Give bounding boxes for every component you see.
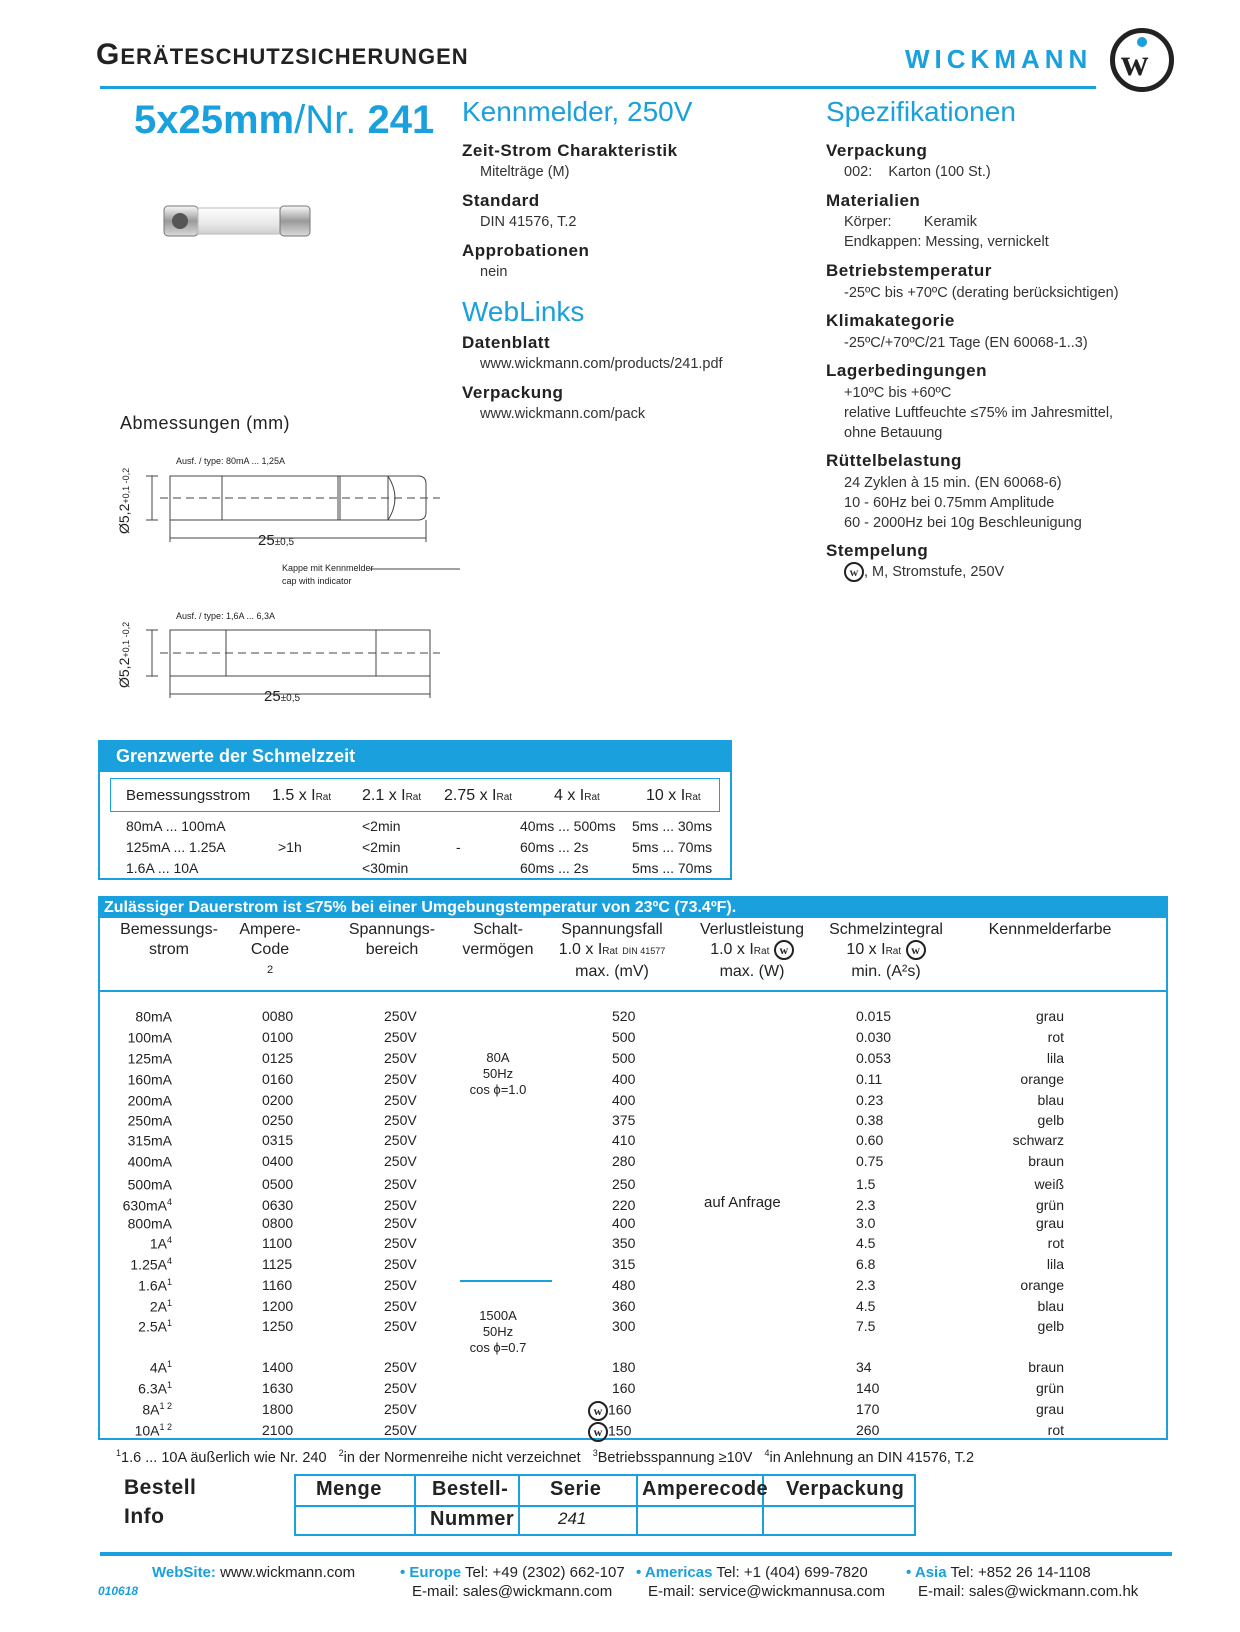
info-label: Info (124, 1505, 165, 1528)
row-mv: 520 (612, 1008, 636, 1024)
cap-label-de: Kappe mit Kennmelder (282, 563, 374, 573)
bestell-h-serie: Serie (550, 1478, 602, 1500)
row-mv: 160 (612, 1380, 636, 1396)
wickmann-logo-icon: w (844, 562, 864, 582)
row-code: 2100 (262, 1422, 294, 1438)
row-mv: 400 (612, 1071, 636, 1087)
row-mv: 300 (612, 1318, 636, 1334)
row-farbe: rot (1047, 1422, 1064, 1438)
row-volt: 250V (384, 1380, 417, 1396)
row-mv: 315 (612, 1256, 636, 1272)
middle-heading: Kennmelder, 250V (462, 96, 693, 127)
col-header-fall: Spannungsfall 1.0 x IRat DIN 41577 max. (mV) (558, 921, 666, 980)
dim-length-label: 25±0,5 (264, 688, 301, 705)
charakteristik-value: Mitelträge (M) (480, 164, 570, 180)
row-mv: 220 (612, 1197, 636, 1213)
row-i2t: 170 (856, 1401, 880, 1417)
row-code: 1200 (262, 1298, 294, 1314)
row-volt: 250V (384, 1197, 417, 1213)
row-strom: 125mA (127, 1050, 172, 1067)
grenz-header: 2.75 x IRat (444, 787, 513, 804)
row-i2t: 0.053 (856, 1050, 892, 1066)
spec-ruettel-line: 60 - 2000Hz bei 10g Beschleunigung (844, 515, 1082, 531)
wickmann-logo-icon: w (588, 1401, 608, 1421)
grenz-header: 1.5 x IRat (272, 787, 332, 804)
row-mv: 480 (612, 1277, 636, 1293)
row-farbe: rot (1047, 1029, 1064, 1045)
row-mv: 400 (612, 1215, 636, 1231)
grenz-header: 10 x IRat (646, 787, 701, 804)
row-farbe: gelb (1037, 1318, 1064, 1334)
row-farbe: orange (1020, 1071, 1064, 1087)
row-code: 0315 (262, 1132, 294, 1148)
row-mv: 410 (612, 1132, 636, 1148)
row-farbe: grau (1035, 1215, 1064, 1231)
row-volt: 250V (384, 1112, 417, 1128)
row-mv: 500 (612, 1029, 636, 1045)
row-i2t: 0.75 (856, 1153, 884, 1169)
grenz-cell: 1.6A ... 10A (126, 860, 199, 876)
weblinks-heading: WebLinks (462, 296, 585, 327)
grenz-cell: 5ms ... 70ms (632, 860, 713, 876)
bestell-table (294, 1474, 916, 1536)
spec-ruettel-line: 10 - 60Hz bei 0.75mm Amplitude (844, 495, 1055, 511)
row-code: 0500 (262, 1176, 294, 1192)
row-strom: 800mA (127, 1215, 172, 1232)
row-i2t: 2.3 (856, 1197, 876, 1213)
row-strom: $2A^1$ (149, 1298, 172, 1315)
row-strom: 160mA (127, 1071, 172, 1088)
row-strom: $1.6A^1$ (138, 1277, 172, 1294)
row-i2t: 4.5 (856, 1235, 876, 1251)
spec-lager-label: Lagerbedingungen (826, 361, 987, 380)
row-volt: 250V (384, 1153, 417, 1169)
row-strom: $10A^{1 2}$ (134, 1422, 172, 1439)
dimension-drawing (110, 460, 460, 720)
row-code: 0100 (262, 1029, 294, 1045)
bestell-h-nummer2: Nummer (430, 1508, 515, 1530)
main-table-divider (100, 990, 1166, 992)
row-code: 0125 (262, 1050, 294, 1066)
cap-label-en: cap with indicator (282, 576, 352, 586)
approbation-value: nein (480, 264, 508, 280)
col-header-verl: Verlustleistung 1.0 x IRat w max. (W) (699, 921, 805, 981)
row-i2t: 34 (856, 1359, 872, 1375)
spec-klima-value: -25ºC/+70ºC/21 Tage (EN 60068-1..3) (844, 335, 1088, 351)
row-farbe: blau (1037, 1092, 1064, 1108)
row-code: 0200 (262, 1092, 294, 1108)
row-volt: 250V (384, 1092, 417, 1108)
row-strom: 400mA (127, 1153, 172, 1170)
fuse-photo-icon (160, 196, 320, 246)
row-strom: 315mA (127, 1132, 172, 1149)
bestell-serie-value: 241 (558, 1509, 587, 1528)
row-strom: 100mA (127, 1029, 172, 1046)
grenz-cell: 80mA ... 100mA (126, 818, 226, 834)
col-header-schalt: Schalt- vermögen (462, 921, 534, 958)
row-farbe: gelb (1037, 1112, 1064, 1128)
row-strom: $630mA^4$ (122, 1197, 172, 1214)
grenz-cell: 5ms ... 70ms (632, 839, 713, 855)
main-table (98, 896, 1168, 1440)
row-i2t: 0.11 (856, 1071, 883, 1087)
bestell-label: Bestell (124, 1476, 197, 1499)
row-i2t: 140 (856, 1380, 880, 1396)
row-i2t: 260 (856, 1422, 880, 1438)
header-divider (100, 86, 1096, 89)
row-mv: 180 (612, 1359, 636, 1375)
row-i2t: 3.0 (856, 1215, 876, 1231)
footer-asia: • Asia Tel: +852 26 14-1108 (906, 1564, 1091, 1581)
row-strom: $2.5A^1$ (138, 1318, 172, 1335)
spec-stempel-label: Stempelung (826, 541, 929, 560)
verpackung-link[interactable]: www.wickmann.com/pack (480, 406, 646, 422)
specs-heading: Spezifikationen (826, 96, 1016, 127)
row-farbe: orange (1020, 1277, 1064, 1293)
row-volt: 250V (384, 1401, 417, 1417)
bestell-h-nummer: Bestell- (432, 1478, 509, 1500)
row-farbe: schwarz (1012, 1132, 1064, 1148)
bestell-h-verp: Verpackung (786, 1478, 905, 1500)
row-volt: 250V (384, 1071, 417, 1087)
spec-verpackung-value: 002: Karton (100 St.) (844, 164, 991, 180)
row-i2t: 1.5 (856, 1176, 876, 1192)
row-mv: 400 (612, 1092, 636, 1108)
verlust-value: auf Anfrage (704, 1194, 781, 1211)
spec-klima-label: Klimakategorie (826, 311, 955, 330)
row-strom: $1.25A^4$ (130, 1256, 172, 1273)
row-code: 1800 (262, 1401, 294, 1417)
bestell-h-menge: Menge (316, 1478, 382, 1500)
spec-stempel-value: w , M, Stromstufe, 250V (844, 562, 1004, 582)
row-farbe: lila (1046, 1256, 1064, 1272)
footer-asia-mail[interactable]: E-mail: sales@wickmann.com.hk (918, 1583, 1139, 1600)
row-i2t: 0.38 (856, 1112, 884, 1128)
row-volt: 250V (384, 1318, 417, 1334)
row-strom: $8A^{1 2}$ (142, 1401, 172, 1418)
row-farbe: blau (1037, 1298, 1064, 1314)
row-volt: 250V (384, 1029, 417, 1045)
row-strom: $6.3A^1$ (138, 1380, 172, 1397)
row-strom: 200mA (127, 1092, 172, 1109)
grenz-cell: >1h (278, 839, 302, 855)
grenzwerte-title: Grenzwerte der Schmelzzeit (100, 742, 730, 772)
spec-betrieb-label: Betriebstemperatur (826, 261, 992, 280)
col-header-code: Ampere- Code 2 (239, 921, 301, 976)
spec-verpackung-label: Verpackung (826, 141, 928, 160)
grenz-cell: 60ms ... 2s (520, 860, 589, 876)
schaltvermoegen-1: 80A 50Hz cos ϕ=1.0 (469, 1050, 527, 1097)
row-mv: 500 (612, 1050, 636, 1066)
row-volt: 250V (384, 1235, 417, 1251)
dim-length-label: 25±0,5 (258, 532, 295, 549)
row-volt: 250V (384, 1050, 417, 1066)
spec-betrieb-value: -25ºC bis +70ºC (derating berücksichtigen) (844, 285, 1119, 301)
row-code: 1125 (262, 1256, 293, 1272)
row-code: 0250 (262, 1112, 294, 1128)
spec-materialien-line: Körper: Keramik (844, 214, 977, 230)
row-mv: 375 (612, 1112, 636, 1128)
footer-europe-mail[interactable]: E-mail: sales@wickmann.com (412, 1583, 613, 1600)
row-farbe: grau (1035, 1008, 1064, 1024)
row-i2t: 2.3 (856, 1277, 876, 1293)
dim-type2-label: Ausf. / type: 1,6A ... 6,3A (176, 611, 276, 621)
grenz-cell: 40ms ... 500ms (520, 818, 616, 834)
row-volt: 250V (384, 1256, 417, 1272)
col-header-span: Spannungs- bereich (348, 921, 436, 958)
approbation-label: Approbationen (462, 241, 590, 260)
row-farbe: rot (1047, 1235, 1064, 1251)
row-i2t: 7.5 (856, 1318, 876, 1334)
row-i2t: 4.5 (856, 1298, 876, 1314)
row-code: 0800 (262, 1215, 294, 1231)
main-table-title: Zulässiger Dauerstrom ist ≤75% bei einer Umgebungstemperatur von 23ºC (73.4ºF). (100, 898, 1166, 918)
standard-value: DIN 41576, T.2 (480, 214, 577, 230)
grenzwerte-table (98, 740, 732, 880)
footnotes: $^1$1.6 ... 10A äußerlich wie Nr. 240 $^2$in der Normenreihe nicht verzeichnet $^3$Betriebsspannung ≥10V $^4$in Anlehnung an DIN 41576, T.2 (116, 1448, 975, 1466)
grenz-cell: 5ms ... 30ms (632, 818, 713, 834)
footer-website: WebSite: www.wickmann.com (152, 1564, 356, 1581)
grenz-header: 2.1 x IRat (362, 787, 422, 804)
row-i2t: 6.8 (856, 1256, 876, 1272)
row-volt: 250V (384, 1359, 417, 1375)
footer-americas: • Americas Tel: +1 (404) 699-7820 (636, 1564, 868, 1581)
row-code: 0160 (262, 1071, 294, 1087)
page-title: GERÄTESCHUTZSICHERUNGEN (96, 38, 469, 71)
footer-americas-mail[interactable]: E-mail: service@wickmannusa.com (648, 1583, 885, 1600)
schalt-divider (460, 1280, 552, 1282)
row-farbe: braun (1028, 1359, 1064, 1375)
grenz-cell: 60ms ... 2s (520, 839, 589, 855)
row-volt: 250V (384, 1008, 417, 1024)
row-i2t: 0.030 (856, 1029, 892, 1045)
row-code: 1630 (262, 1380, 294, 1396)
row-farbe: braun (1028, 1153, 1064, 1169)
dimensions-heading: Abmessungen (mm) (120, 413, 291, 433)
row-mv: w 150 (588, 1422, 631, 1442)
row-farbe: weiß (1034, 1176, 1064, 1192)
row-volt: 250V (384, 1132, 417, 1148)
datenblatt-link[interactable]: www.wickmann.com/products/241.pdf (480, 356, 723, 372)
row-i2t: 0.23 (856, 1092, 884, 1108)
row-farbe: grün (1035, 1197, 1064, 1213)
spec-materialien-line: Endkappen: Messing, vernickelt (844, 234, 1049, 250)
schaltvermoegen-2: 1500A 50Hz cos ϕ=0.7 (469, 1308, 527, 1355)
dim-diameter-label: Ø5,2+0,1 -0,2 (116, 467, 132, 534)
grenz-cell: - (456, 839, 461, 855)
verpackung-link-label: Verpackung (462, 383, 564, 402)
dim-diameter-label: Ø5,2+0,1 -0,2 (116, 621, 132, 688)
bestell-h-amp: Amperecode (642, 1478, 769, 1500)
grenz-cell: <2min (362, 818, 401, 834)
row-code: 0080 (262, 1008, 294, 1024)
brand-name: WICKMANN (905, 44, 1093, 74)
col-header-schmelz: Schmelzintegral 10 x IRat w min. (A²s) (829, 921, 943, 981)
row-volt: 250V (384, 1422, 417, 1438)
wickmann-logo-icon: w (906, 940, 926, 960)
row-mv: w 160 (588, 1401, 631, 1421)
row-mv: 360 (612, 1298, 636, 1314)
wickmann-logo-icon: w (1110, 28, 1174, 92)
row-code: 1100 (262, 1235, 293, 1251)
spec-ruettel-line: 24 Zyklen à 15 min. (EN 60068-6) (844, 475, 1062, 491)
grenz-cell: 125mA ... 1.25A (126, 839, 226, 855)
row-i2t: 0.60 (856, 1132, 884, 1148)
spec-lager-line: relative Luftfeuchte ≤75% im Jahresmittel, (844, 405, 1114, 421)
row-farbe: lila (1046, 1050, 1064, 1066)
col-header-farbe: Kennmelderfarbe (988, 921, 1112, 938)
row-code: 1250 (262, 1318, 294, 1334)
row-farbe: grau (1035, 1401, 1064, 1417)
dim-type1-label: Ausf. / type: 80mA ... 1,25A (176, 456, 286, 466)
row-i2t: 0.015 (856, 1008, 892, 1024)
doc-code: 010618 (98, 1584, 139, 1598)
standard-label: Standard (462, 191, 540, 210)
row-code: 0630 (262, 1197, 294, 1213)
row-mv: 250 (612, 1176, 636, 1192)
grenz-cell: <30min (362, 860, 409, 876)
row-code: 0400 (262, 1153, 294, 1169)
row-farbe: grün (1035, 1380, 1064, 1396)
spec-materialien-label: Materialien (826, 191, 921, 210)
footer-divider (100, 1552, 1172, 1556)
product-title: 5x25mm/Nr. 241 (134, 98, 435, 142)
row-code: 1400 (262, 1359, 294, 1375)
col-header-strom: Bemessungs- strom (120, 921, 218, 958)
row-strom: 500mA (127, 1176, 172, 1193)
row-volt: 250V (384, 1176, 417, 1192)
row-volt: 250V (384, 1277, 417, 1293)
wickmann-logo-icon: w (774, 940, 794, 960)
row-strom: 250mA (127, 1112, 172, 1129)
row-strom: $1A^4$ (149, 1235, 172, 1252)
charakteristik-label: Zeit-Strom Charakteristik (462, 141, 678, 160)
row-mv: 280 (612, 1153, 636, 1169)
row-strom: $4A^1$ (149, 1359, 172, 1376)
wickmann-logo-icon: w (588, 1422, 608, 1442)
grenz-header: Bemessungsstrom (126, 787, 251, 804)
spec-ruettel-label: Rüttelbelastung (826, 451, 962, 470)
row-volt: 250V (384, 1215, 417, 1231)
row-mv: 350 (612, 1235, 636, 1251)
row-volt: 250V (384, 1298, 417, 1314)
spec-lager-line: +10ºC bis +60ºC (844, 385, 952, 401)
row-strom: 80mA (135, 1008, 172, 1025)
grenz-header: 4 x IRat (554, 787, 600, 804)
footer-europe: • Europe Tel: +49 (2302) 662-107 (400, 1564, 625, 1581)
row-code: 1160 (262, 1277, 293, 1293)
spec-lager-line: ohne Betauung (844, 425, 943, 441)
datenblatt-label: Datenblatt (462, 333, 551, 352)
grenz-cell: <2min (362, 839, 401, 855)
